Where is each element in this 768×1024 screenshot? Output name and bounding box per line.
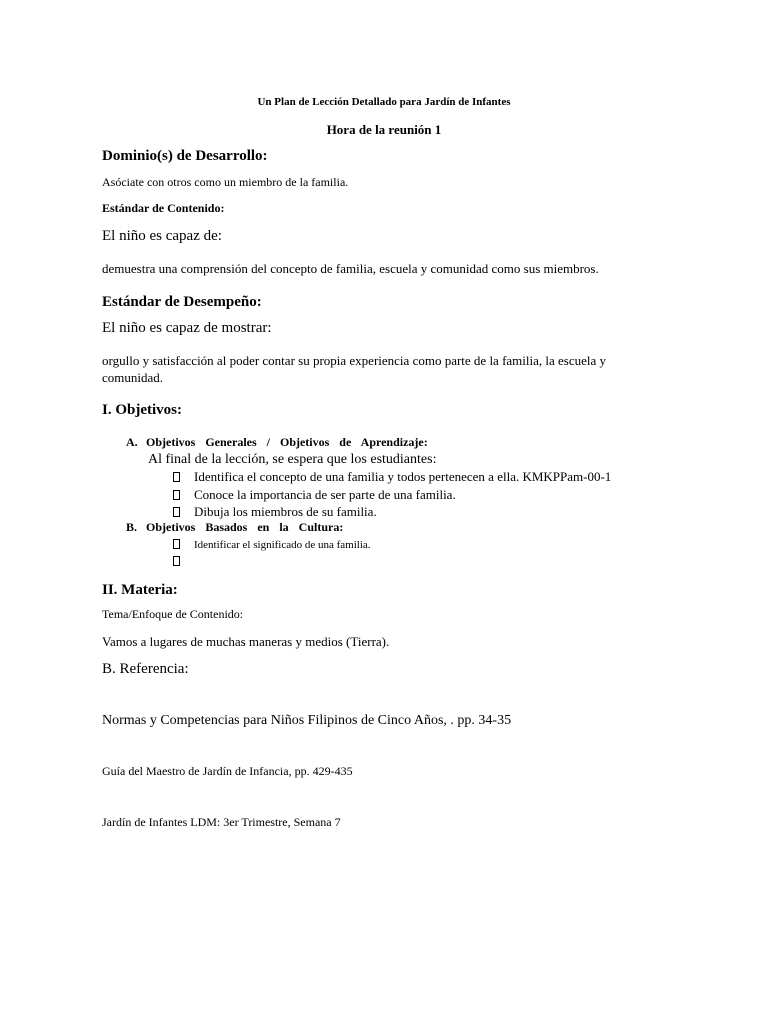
topic-label: Tema/Enfoque de Contenido: bbox=[102, 607, 244, 621]
objective-b-item bbox=[173, 539, 371, 552]
matter-heading: II. Materia: bbox=[102, 582, 178, 598]
reference-item: Normas y Competencias para Niños Filipinos de Cinco Años, . pp. 34-35 bbox=[102, 713, 512, 728]
objective-a-item bbox=[173, 488, 456, 503]
objective-b-item bbox=[173, 556, 194, 569]
domain-text: Asóciate con otros como un miembro de la familia. bbox=[102, 175, 349, 189]
objective-a-item bbox=[173, 505, 377, 520]
objectives-a-title: Objetivos Generales / Objetivos de Aprendizaje: bbox=[146, 435, 428, 449]
objective-a-item-text: Dibuja los miembros de su familia. bbox=[194, 504, 377, 519]
checkbox-icon bbox=[173, 507, 180, 517]
reference-item: Guía del Maestro de Jardín de Infancia, pp. 429-435 bbox=[102, 764, 353, 778]
checkbox-icon bbox=[173, 472, 180, 482]
content-standard-text: demuestra una comprensión del concepto de familia, escuela y comunidad como sus miembros. bbox=[102, 261, 599, 276]
performance-standard-heading: Estándar de Desempeño: bbox=[102, 294, 262, 310]
checkbox-icon bbox=[173, 556, 180, 566]
reference-heading: B. Referencia: bbox=[102, 661, 189, 677]
objectives-a-label: A. bbox=[126, 435, 138, 449]
objective-a-item-text: Conoce la importancia de ser parte de una familia. bbox=[194, 487, 456, 502]
objectives-b-title: Objetivos Basados en la Cultura: bbox=[146, 520, 344, 534]
objective-a-item bbox=[173, 470, 611, 485]
objectives-a-intro: Al final de la lección, se espera que los estudiantes: bbox=[148, 452, 437, 467]
document-title: Un Plan de Lección Detallado para Jardín de Infantes bbox=[257, 96, 511, 108]
checkbox-icon bbox=[173, 539, 180, 549]
objectives-b-label: B. bbox=[126, 520, 138, 534]
checkbox-icon bbox=[173, 490, 180, 500]
reference-item: Jardín de Infantes LDM: 3er Trimestre, Semana 7 bbox=[102, 815, 341, 829]
performance-standard-text-1: orgullo y satisfacción al poder contar su propia experiencia como parte de la familia, la escuela y bbox=[102, 353, 607, 368]
objective-b-item-text: Identificar el significado de una familia. bbox=[194, 539, 371, 551]
content-standard-intro: El niño es capaz de: bbox=[102, 228, 222, 244]
domain-heading: Dominio(s) de Desarrollo: bbox=[102, 148, 268, 164]
objectives-heading: I. Objetivos: bbox=[102, 402, 182, 418]
objective-a-item-text: Identifica el concepto de una familia y todos pertenecen a ella. KMKPPam-00-1 bbox=[194, 469, 612, 484]
performance-standard-text-2: comunidad. bbox=[102, 370, 164, 385]
meeting-label: Hora de la reunión 1 bbox=[326, 122, 442, 137]
content-standard-heading: Estándar de Contenido: bbox=[102, 201, 225, 215]
performance-standard-intro: El niño es capaz de mostrar: bbox=[102, 320, 272, 336]
topic-text: Vamos a lugares de muchas maneras y medios (Tierra). bbox=[102, 634, 390, 649]
